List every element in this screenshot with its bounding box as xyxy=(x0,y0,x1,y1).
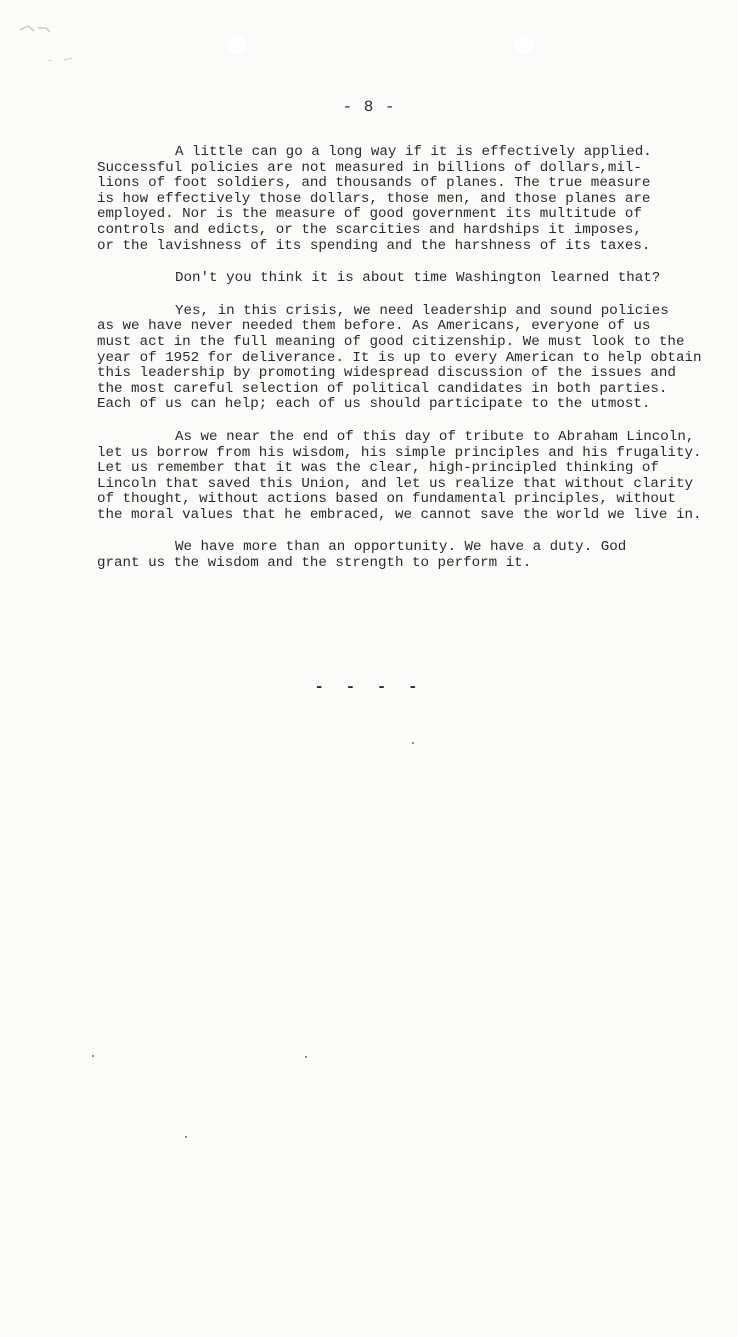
end-mark: - - - - xyxy=(314,678,424,696)
text-line: controls and edicts, or the scarcities and hardships it imposes, xyxy=(97,221,642,238)
text-line: A little can go a long way if it is effectively applied. xyxy=(175,144,652,160)
text-line: is how effectively those dollars, those men, and those planes are xyxy=(97,190,651,207)
paper-speck xyxy=(92,1055,94,1057)
paragraph-5 xyxy=(97,540,657,571)
paragraph-1 xyxy=(97,145,657,254)
text-line: the most careful selection of political candidates in both parties. xyxy=(97,380,668,397)
paragraph-3 xyxy=(97,302,702,413)
punch-hole-right xyxy=(513,34,535,56)
text-line: Yes, in this crisis, we need leadership and sound policies xyxy=(175,302,669,319)
paragraph-4 xyxy=(97,428,702,524)
text-line: lions of foot soldiers, and thousands of planes. The true measure xyxy=(97,175,651,192)
text-line: grant us the wisdom and the strength to perform it. xyxy=(97,555,532,572)
text-line: year of 1952 for deliverance. It is up to every American to help obtain xyxy=(97,349,702,366)
pencil-mark-icon xyxy=(18,20,80,70)
text-line: of thought, without actions based on fundamental principles, without xyxy=(97,491,676,508)
paper-speck xyxy=(412,742,414,744)
paragraph-2 xyxy=(97,270,661,287)
text-line: this leadership by promoting widespread discussion of the issues and xyxy=(97,365,676,382)
text-line: Lincoln that saved this Union, and let us realize that without clarity xyxy=(97,475,693,492)
text-line: Each of us can help; each of us should participate to the utmost. xyxy=(97,396,651,413)
text-line: Don't you think it is about time Washington learned that? xyxy=(175,270,661,287)
text-line: as we have never needed them before. As Americans, everyone of us xyxy=(97,318,651,335)
punch-hole-left xyxy=(226,34,248,56)
text-line: employed. Nor is the measure of good government its multitude of xyxy=(97,206,642,223)
text-line: As we near the end of this day of tribute to Abraham Lincoln, xyxy=(175,428,695,445)
document-body xyxy=(97,144,702,589)
text-line: let us borrow from his wisdom, his simple principles and his frugality. xyxy=(97,444,702,461)
text-line: the moral values that he embraced, we cannot save the world we live in. xyxy=(97,506,702,523)
text-line: We have more than an opportunity. We have a duty. God xyxy=(175,539,627,556)
paper-speck xyxy=(185,1136,187,1138)
paper-speck xyxy=(305,1056,307,1058)
text-line: Successful policies are not measured in billions of dollars,mil- xyxy=(97,159,642,176)
text-line: must act in the full meaning of good citizenship. We must look to the xyxy=(97,333,685,350)
page-number: - 8 - xyxy=(342,98,396,116)
text-line: Let us remember that it was the clear, high-principled thinking of xyxy=(97,460,659,477)
text-line: or the lavishness of its spending and the harshness of its taxes. xyxy=(97,237,651,254)
